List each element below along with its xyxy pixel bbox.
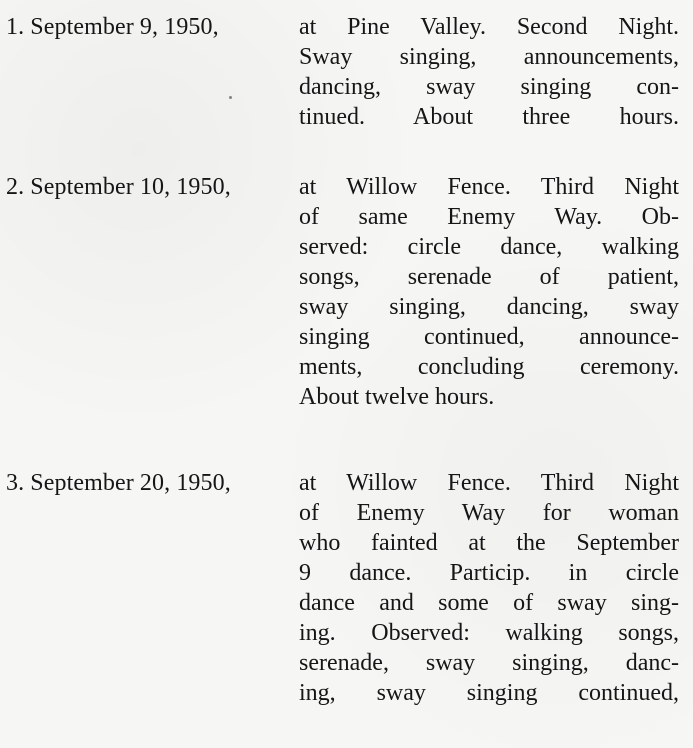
entry-line: at Pine Valley. Second Night. bbox=[299, 14, 679, 40]
entry-line: sway singing, dancing, sway bbox=[299, 294, 679, 320]
entry-line: serenade, sway singing, danc- bbox=[299, 650, 679, 676]
entry-line: tinued. About three hours. bbox=[299, 104, 679, 130]
entry-line: 9 dance. Particip. in circle bbox=[299, 560, 679, 586]
entry-label: 3. September 20, 1950, bbox=[6, 470, 231, 496]
entry-line: singing continued, announce- bbox=[299, 324, 679, 350]
entry-line: dance and some of sway sing- bbox=[299, 590, 679, 616]
entry-body bbox=[299, 12, 679, 132]
entry-line: ing. Observed: walking songs, bbox=[299, 620, 679, 646]
entry-line: who fainted at the September bbox=[299, 530, 679, 556]
entry-line: ing, sway singing continued, bbox=[299, 680, 679, 706]
entry-line: songs, serenade of patient, bbox=[299, 264, 679, 290]
entry-label: 1. September 9, 1950, bbox=[6, 14, 219, 40]
entry-line: ments, concluding ceremony. bbox=[299, 354, 679, 380]
entry-line: at Willow Fence. Third Night bbox=[299, 470, 679, 496]
entry-line: Sway singing, announcements, bbox=[299, 44, 679, 70]
entry-line: of Enemy Way for woman bbox=[299, 500, 679, 526]
entry-line: About twelve hours. bbox=[299, 384, 495, 410]
entry-line: served: circle dance, walking bbox=[299, 234, 679, 260]
entry-label: 2. September 10, 1950, bbox=[6, 174, 231, 200]
print-speck bbox=[229, 96, 232, 99]
entry-body bbox=[299, 172, 679, 412]
entry-line: at Willow Fence. Third Night bbox=[299, 174, 679, 200]
entry-body bbox=[299, 468, 679, 708]
entry-line: dancing, sway singing con- bbox=[299, 74, 679, 100]
entry-line: of same Enemy Way. Ob- bbox=[299, 204, 679, 230]
